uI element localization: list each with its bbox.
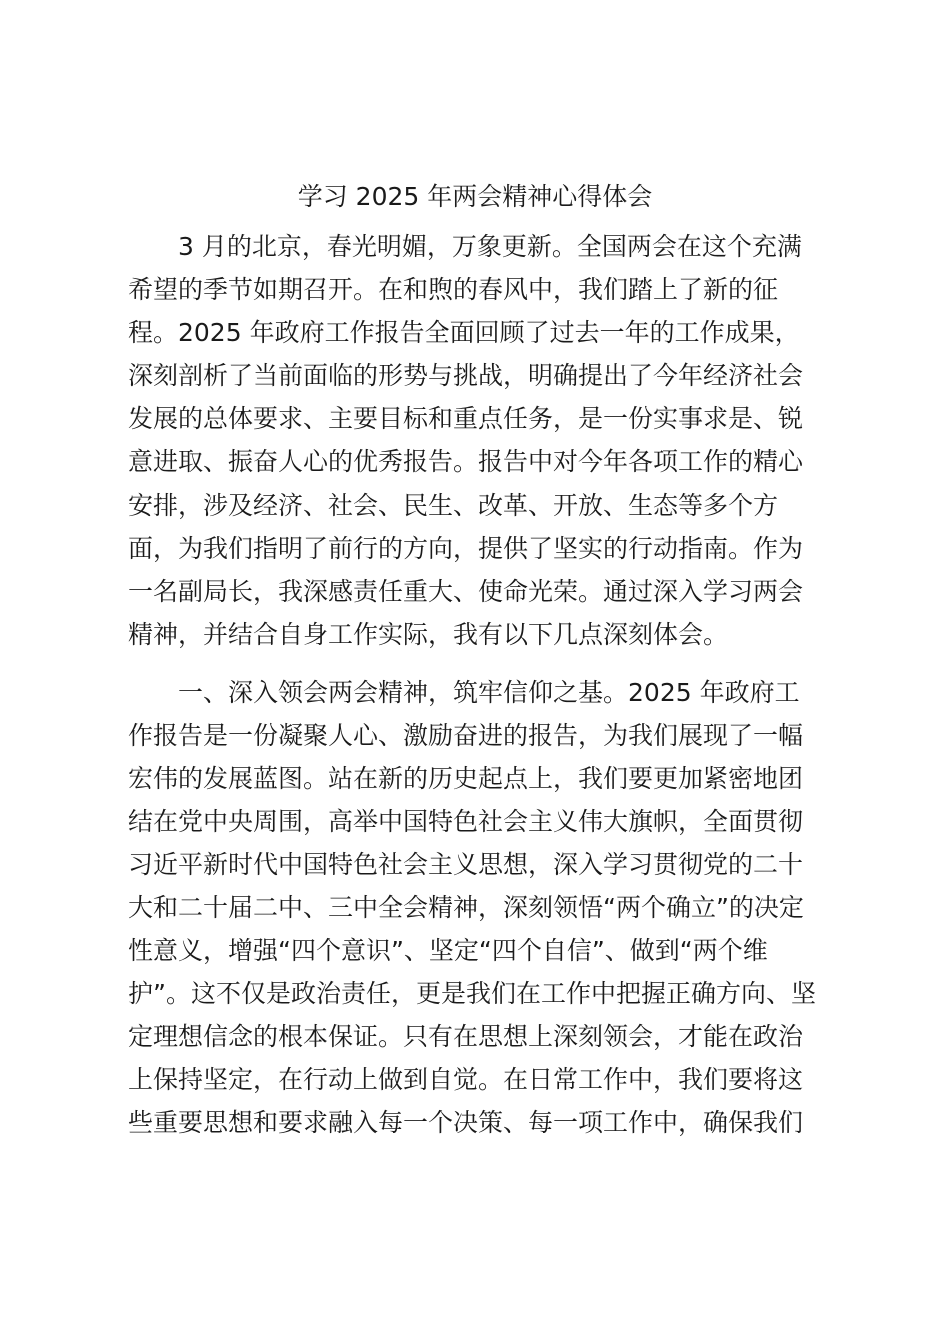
text-line: 大和二十届二中、三中全会精神，深刻领悟“两个确立”的决定 [128,893,804,922]
text-line: 宏伟的发展蓝图。站在新的历史起点上，我们要更加紧密地团 [128,764,804,793]
text-line: 习近平新时代中国特色社会主义思想，深入学习贯彻党的二十 [128,850,804,879]
text-line: 性意义，增强“四个意识”、坚定“四个自信”、做到“两个维 [128,936,768,965]
text-line: 些重要思想和要求融入每一个决策、每一项工作中，确保我们 [128,1108,804,1137]
text-line: 上保持坚定，在行动上做到自觉。在日常工作中，我们要将这 [128,1065,804,1094]
text-line: 安排，涉及经济、社会、民生、改革、开放、生态等多个方 [128,491,779,520]
text-line: 精神，并结合自身工作实际，我有以下几点深刻体会。 [128,620,729,649]
text-line: 面，为我们指明了前行的方向，提供了坚实的行动指南。作为 [128,534,804,563]
text-line: 发展的总体要求、主要目标和重点任务，是一份实事求是、锐 [128,404,804,433]
text-line: 意进取、振奋人心的优秀报告。报告中对今年各项工作的精心 [128,447,804,476]
text-line: 一名副局长，我深感责任重大、使命光荣。通过深入学习两会 [128,577,804,606]
text-line: 一、深入领会两会精神，筑牢信仰之基。2025 年政府工 [178,678,800,707]
text-line: 结在党中央周围，高举中国特色社会主义伟大旗帜，全面贯彻 [128,807,804,836]
text-line: 深刻剖析了当前面临的形势与挑战，明确提出了今年经济社会 [128,361,804,390]
document-title: 学习 2025 年两会精神心得体会 [297,182,653,211]
text-line: 护”。这不仅是政治责任，更是我们在工作中把握正确方向、坚 [128,979,816,1008]
text-line: 作报告是一份凝聚人心、激励奋进的报告，为我们展现了一幅 [128,721,804,750]
text-line: 希望的季节如期召开。在和煦的春风中，我们踏上了新的征 [128,275,779,304]
text-line: 程。2025 年政府工作报告全面回顾了过去一年的工作成果， [128,318,800,347]
text-line: 定理想信念的根本保证。只有在思想上深刻领会，才能在政治 [128,1022,804,1051]
text-line: 3 月的北京，春光明媚，万象更新。全国两会在这个充满 [178,232,802,261]
